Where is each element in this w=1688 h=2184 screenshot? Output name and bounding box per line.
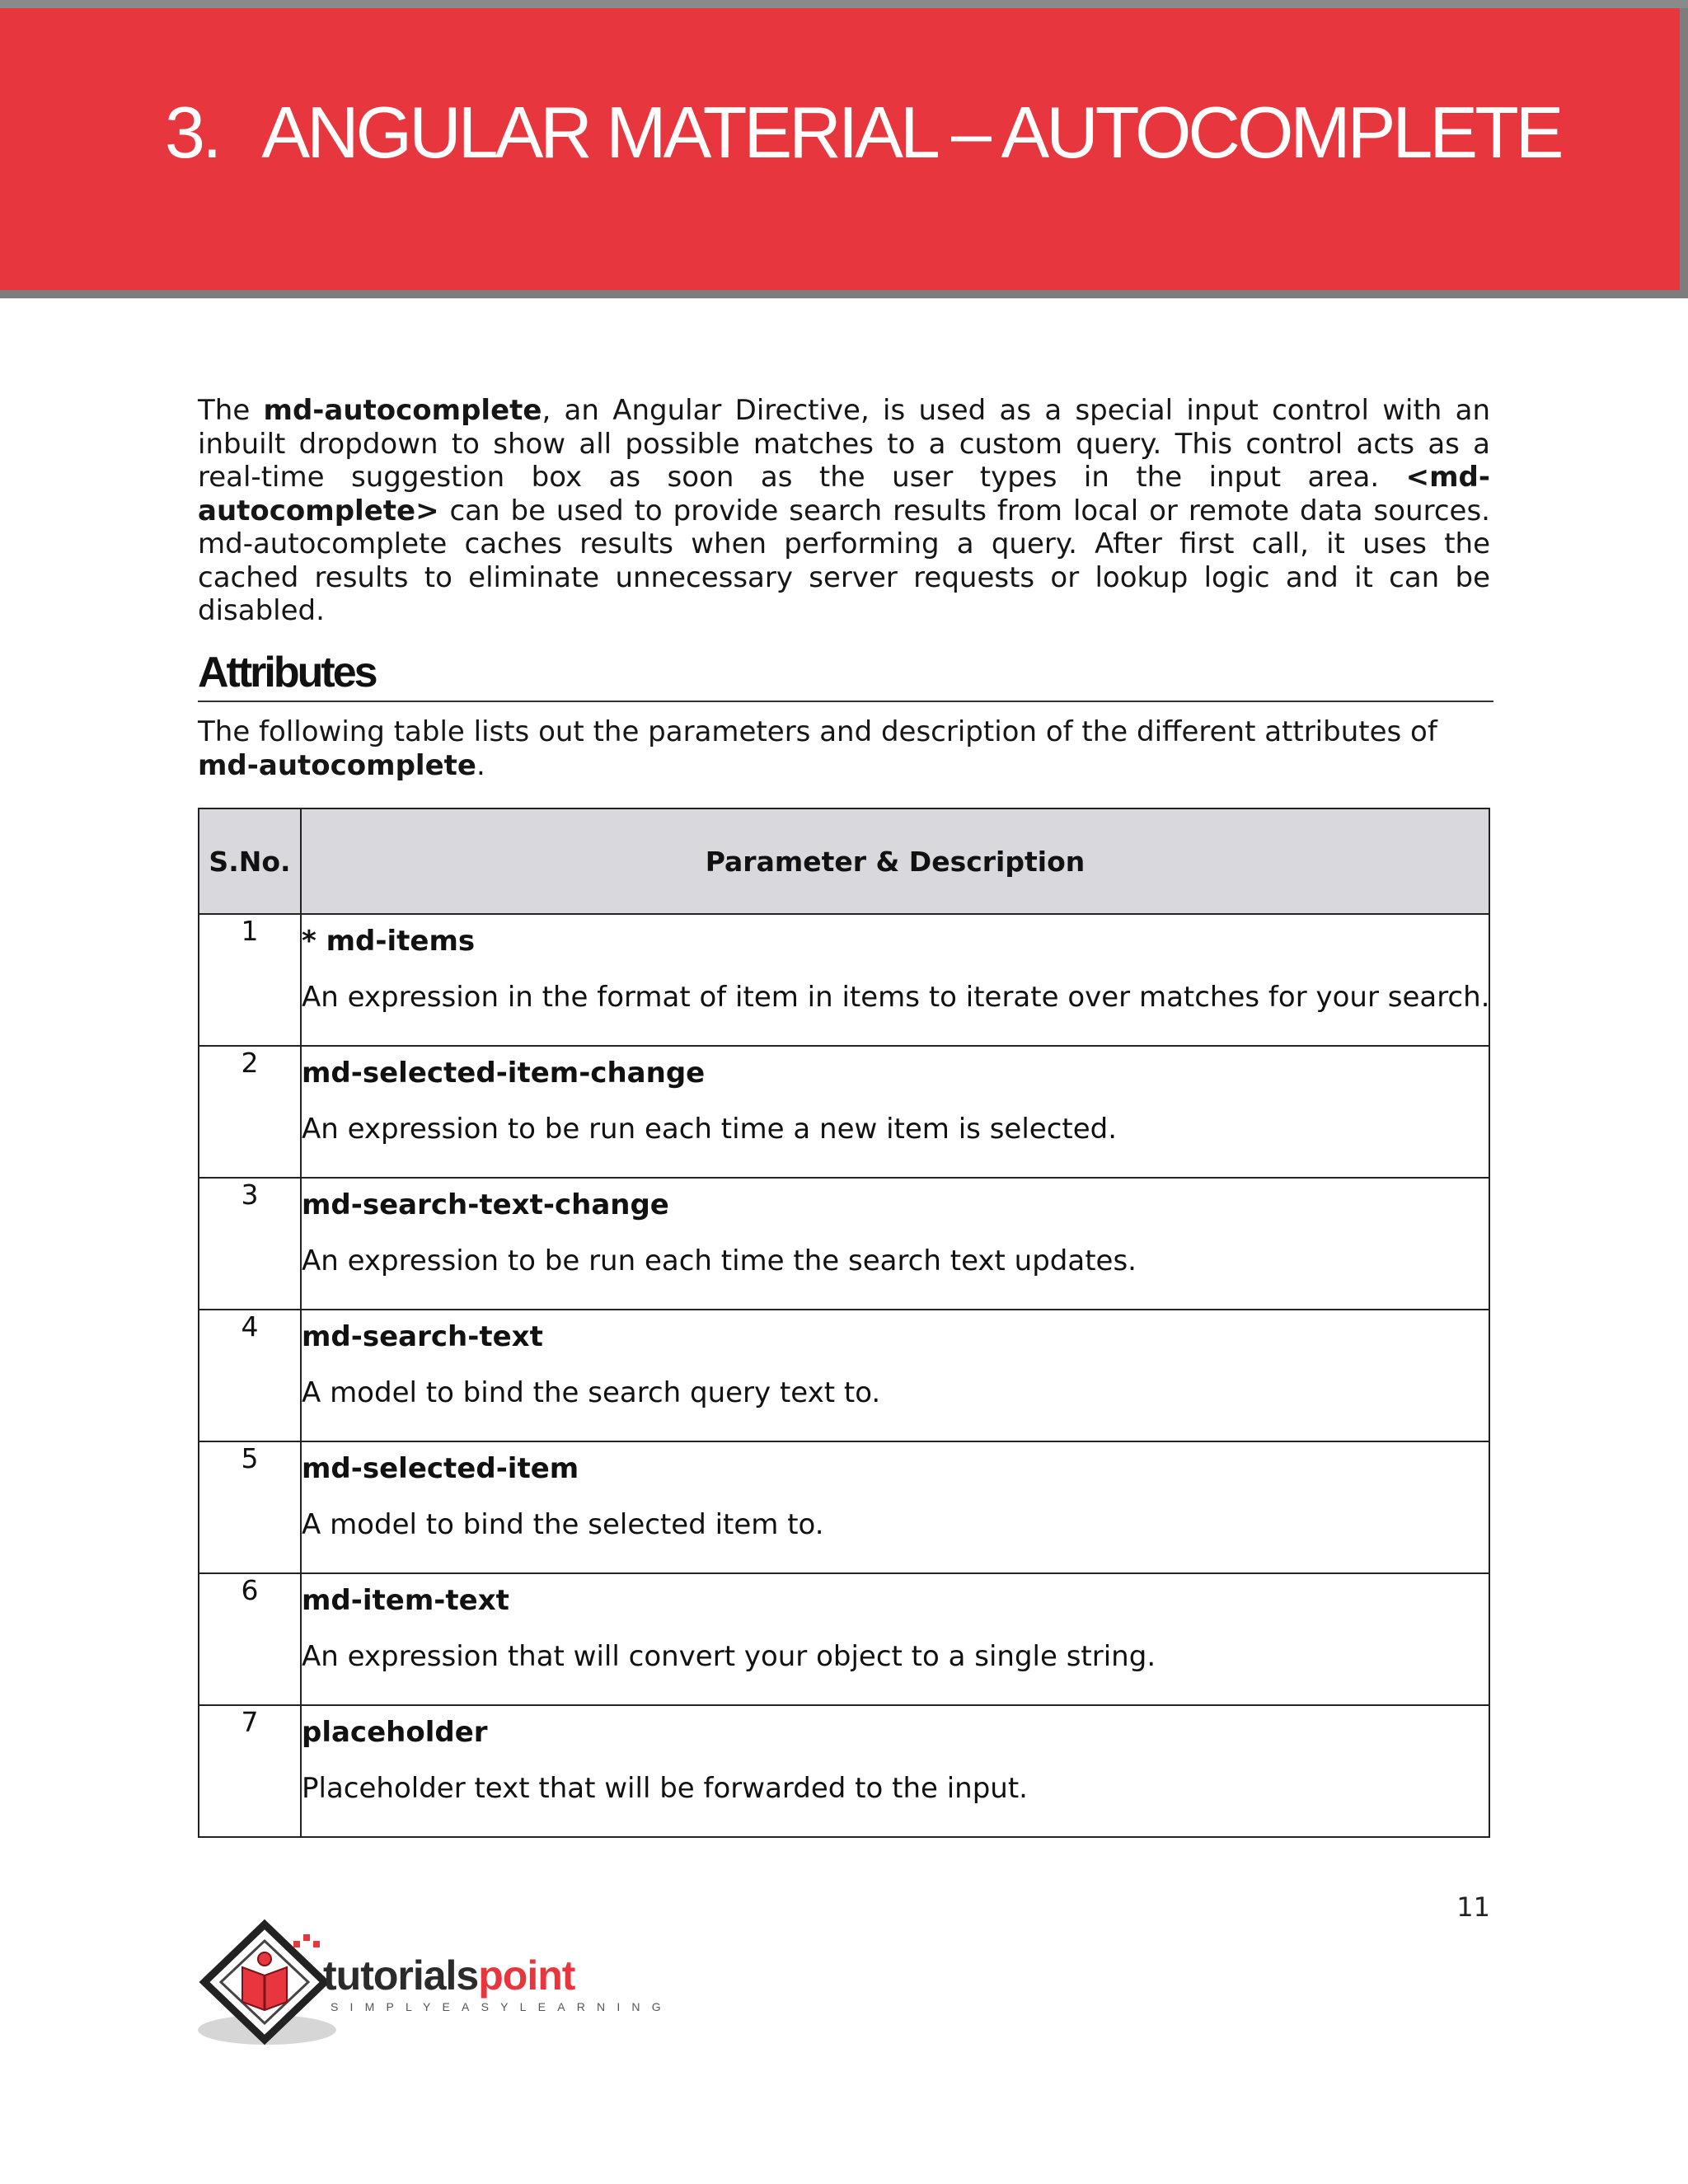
- param-description: An expression in the format of item in items to iterate over matches for your search.: [302, 981, 1490, 1014]
- intro-mid: , an Angular Directive, is used as a special input control with an inbuilt dropdown to show all possible matches to a custom query. This control acts as a real-time suggestion box as soon as the user types in the input area.: [198, 394, 1490, 494]
- row-description-cell: [301, 1046, 1489, 1178]
- row-sno: 2: [199, 1046, 301, 1178]
- logo-brand-dark: tutorials: [323, 1952, 479, 1999]
- table-row: [199, 914, 1489, 1046]
- table-row: [199, 1573, 1489, 1705]
- row-sno: 5: [199, 1441, 301, 1573]
- param-description: A model to bind the selected item to.: [302, 1508, 824, 1541]
- row-description-cell: [301, 1573, 1489, 1705]
- chapter-title: [165, 91, 1561, 175]
- param-name: * md-items: [302, 925, 476, 958]
- row-sno: 7: [199, 1705, 301, 1837]
- table-row: [199, 1046, 1489, 1178]
- logo-brand-accent: point: [478, 1952, 575, 1999]
- table-lead-paragraph: [198, 715, 1490, 782]
- param-description: A model to bind the search query text to.: [302, 1376, 881, 1409]
- table-row: [199, 1178, 1489, 1310]
- table-lead-end: .: [476, 748, 485, 782]
- row-sno: 4: [199, 1310, 301, 1441]
- row-description-cell: [301, 1441, 1489, 1573]
- page-number: 11: [1456, 1891, 1490, 1923]
- table-row: [199, 1441, 1489, 1573]
- table-lead-text: The following table lists out the parameters and description of the different attributes of: [198, 715, 1437, 748]
- param-description: An expression that will convert your object to a single string.: [302, 1640, 1156, 1673]
- attributes-table: [198, 808, 1490, 1838]
- param-name: md-search-text-change: [302, 1188, 669, 1221]
- tutorialspoint-logo-icon: [195, 1916, 335, 2048]
- table-header-row: [199, 808, 1489, 914]
- chapter-number: 3.: [165, 91, 219, 173]
- param-name: md-selected-item: [302, 1452, 579, 1485]
- param-name: placeholder: [302, 1716, 488, 1749]
- row-sno: 6: [199, 1573, 301, 1705]
- param-name: md-selected-item-change: [302, 1057, 706, 1090]
- row-description-cell: [301, 914, 1489, 1046]
- tutorialspoint-logo: [195, 1916, 673, 2056]
- intro-paragraph: [198, 394, 1490, 628]
- chapter-title-text: ANGULAR MATERIAL – AUTOCOMPLETE: [261, 91, 1561, 173]
- param-name: md-item-text: [302, 1584, 509, 1617]
- header-parameter: Parameter & Description: [301, 808, 1489, 914]
- intro-term: md-autocomplete: [263, 394, 542, 427]
- table-row: [199, 1310, 1489, 1441]
- param-description: An expression to be run each time a new item is selected.: [302, 1113, 1118, 1146]
- param-description: Placeholder text that will be forwarded to the input.: [302, 1772, 1028, 1805]
- logo-wordmark: [323, 1952, 574, 1999]
- param-name: md-search-text: [302, 1320, 543, 1353]
- row-description-cell: [301, 1178, 1489, 1310]
- intro-tag: <md-autocomplete>: [198, 461, 1490, 527]
- header-sno: S.No.: [199, 808, 301, 914]
- intro-tail: can be used to provide search results from local or remote data sources. md-autocomplete caches results when performing a query. After first call, it uses the cached results to eliminate unnecessary server requests or lookup logic and it can be disabled.: [198, 494, 1490, 627]
- row-description-cell: [301, 1705, 1489, 1837]
- row-sno: 3: [199, 1178, 301, 1310]
- table-row: [199, 1705, 1489, 1837]
- section-heading: Attributes: [198, 648, 1493, 702]
- intro-lead: The: [198, 394, 264, 427]
- page-content: [198, 394, 1490, 1805]
- logo-tagline: SIMPLYEASYLEARNING: [331, 2000, 673, 2013]
- row-sno: 1: [199, 914, 301, 1046]
- chapter-banner: [0, 8, 1688, 298]
- top-border-line: [0, 0, 1688, 8]
- row-description-cell: [301, 1310, 1489, 1441]
- table-lead-term: md-autocomplete: [198, 748, 476, 782]
- param-description: An expression to be run each time the search text updates.: [302, 1244, 1137, 1277]
